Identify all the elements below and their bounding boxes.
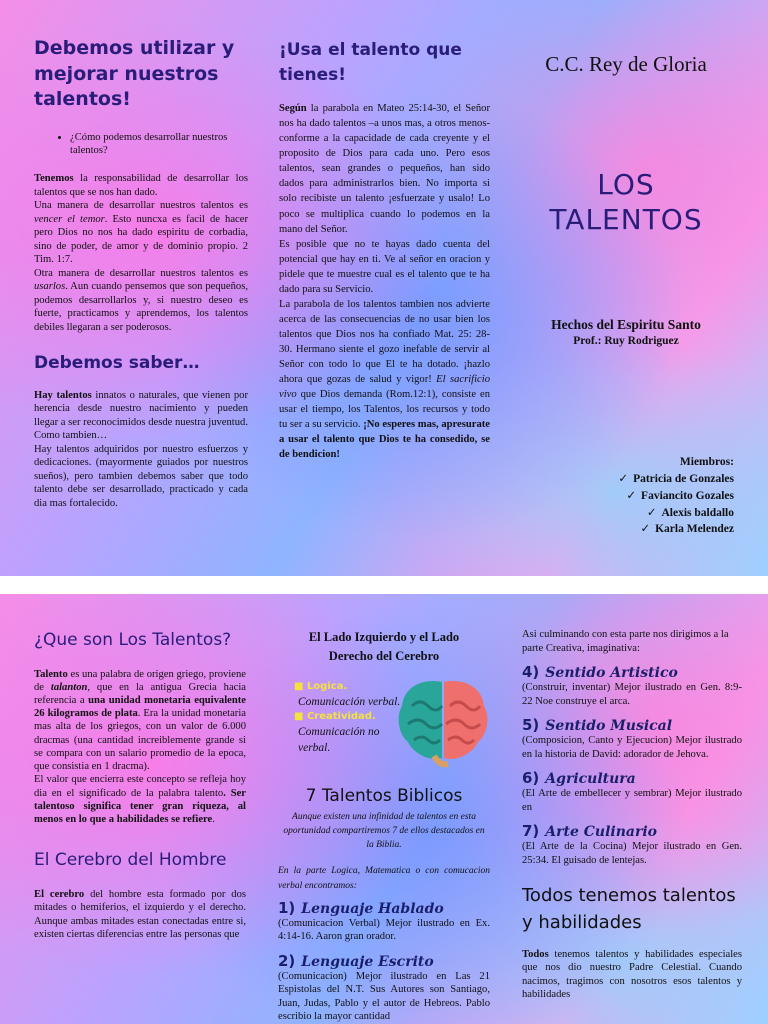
check-icon: ✓ — [646, 504, 657, 519]
body-text-talent-origin — [34, 668, 246, 827]
logic-label: Logica. — [306, 680, 348, 692]
text: la responsabilidad de desarrollar los talentos que se nos han dado. — [34, 173, 248, 198]
bold-word: Tenemos — [34, 173, 74, 185]
talent-7-heading — [522, 822, 742, 840]
brain-icon — [394, 676, 492, 768]
italic-word: El sacrificio vivo — [279, 373, 490, 400]
heading-use-your-talent: ¡Usa el talento que tienes! — [279, 40, 462, 85]
talent-title: Sentido Artistico — [545, 665, 678, 682]
seven-talents-intro: Aunque existen una infinidad de talentos en esta oportunidad compartiremos 7 de ellos destacados en la Biblia. — [283, 811, 485, 850]
members-label: Miembros: — [679, 456, 734, 468]
check-icon: ✓ — [626, 487, 637, 502]
text: tenemos talentos y habilidades especiales que nos dio nuestro Padre Celestial. Cuando nacimos, tragimos con nosotros esos talentos y habilidades — [522, 948, 742, 1001]
talent-6-text: (El Arte de embellecer y sembrar) Mejor ilustrado en — [522, 788, 742, 813]
talent-7-text: (El Arte de la Cocina) Mejor ilustrado en Gen. 25:34. El guisado de lentejas. — [522, 841, 742, 866]
member-name: Faviancito Gozales — [641, 489, 734, 502]
talent-number: 7) — [522, 822, 540, 841]
logic-label-row — [294, 680, 404, 694]
text: Otra manera de desarrollar nuestros talentos es — [34, 267, 248, 279]
column-cover — [510, 0, 742, 538]
text: El valor que encierra este concepto se refleja hoy dia en el significado de la palabra talento — [34, 774, 246, 799]
brain-diagram — [278, 676, 490, 784]
member-name: Alexis baldallo — [661, 506, 734, 519]
member-name: Karla Melendez — [655, 523, 734, 536]
text: la parabola en Mateo 25:14-30, el Señor nos ha dado talentos –a unos mas, a otros menos- conforme a la capacidade de cada creyente y el proposito de Dios para cada uno. Pero esos talentos, sean grandes o pequeños, han sido dados para administrarlos bien. No importa si solo recibiste un talento ¡esfuerzate y usalo! Lo poco se multiplica cuando lo podemos en la mano del Señor. — [279, 103, 490, 235]
professor: Prof.: Ruy Rodriguez — [573, 335, 679, 347]
column-creative-talents — [522, 594, 742, 1002]
member-item — [510, 488, 734, 505]
heading-everyone-has-talents: Todos tenemos talentos y habilidades — [522, 885, 736, 933]
talent-2-text: (Comunicacion) Mejor ilustrado en Las 21 Espistolas del N.T. Sus Autores son Santiago, Juan, Judas, Pablo y el autor de Hebreos. Pablo escribio la mayor cantidad — [278, 970, 490, 1023]
talent-number: 4) — [522, 663, 540, 682]
members-block — [510, 455, 742, 538]
heading-seven-talents: 7 Talentos Biblicos — [305, 785, 463, 806]
talent-5-text: (Composicion, Canto y Ejecucion) Mejor ilustrado en la historia de David: adorador de Jehova. — [522, 735, 742, 760]
check-icon: ✓ — [640, 521, 651, 536]
text: es una palabra de origen griego, proviene de — [34, 668, 246, 693]
body-text-parable — [279, 101, 490, 462]
question-list — [34, 131, 248, 158]
member-item — [510, 521, 734, 538]
bold-phrase: . Ser talentoso significa tener gran riqueza, al menos en lo que a habilidades se refiere — [34, 787, 247, 826]
brochure-page-inside — [0, 594, 768, 1024]
talent-title: Lenguaje Hablado — [301, 900, 444, 917]
italic-word: usarlos — [34, 281, 66, 293]
heading-human-brain: El Cerebro del Hombre — [34, 850, 227, 871]
column-use-your-talent — [279, 0, 490, 462]
talent-title: Arte Culinario — [545, 824, 658, 841]
church-name: C.C. Rey de Gloria — [545, 52, 707, 76]
brochure-title — [510, 167, 742, 237]
talent-number: 5) — [522, 716, 540, 735]
heading-must-know: Debemos saber… — [34, 352, 200, 373]
creativity-label: Creatividad. — [306, 710, 376, 722]
text: . Aun cuando pensemos que son pequeños, podemos desarrollarlos y, si nuestro deseo es fuerte, practicamos y aprendemos, los talentos debiles llegaran a ser poderosos. — [34, 281, 248, 334]
text: Es posible que no te hayas dado cuenta del potencial que hay en ti. Ve al señor en oracion y pidele que te muestre cual es el talento que te ha dado para su Servicio. — [279, 238, 490, 295]
heading-what-are-talents: ¿Que son Los Talentos? — [34, 630, 232, 650]
text: La parabola de los talentos tambien nos advierte acerca de las consecuencias de no usar bien los talentos que Dios nos ha confiado Mat. 25: 28-30. Hermano siente el gozo inefable de servir al Señor con todo lo que El te ha dotado. ¡hazlo ahora que gozas de salud y vigor! — [279, 298, 490, 385]
bold-italic-word: talanton — [50, 681, 88, 693]
body-text-everyone — [522, 948, 742, 1002]
body-text-brain — [34, 888, 246, 942]
italic-word: vencer el temor — [34, 213, 105, 225]
bullet-icon: ■ — [294, 680, 307, 692]
logic-desc: Comunicación verbal. — [298, 695, 401, 708]
bold-word: Hay talentos — [34, 389, 92, 401]
check-icon: ✓ — [618, 470, 629, 485]
talent-title: Sentido Musical — [545, 718, 673, 735]
creative-intro: Asi culminando con esta parte nos dirigimos a la parte Creativa, imaginativa: — [522, 629, 729, 654]
talent-number: 1) — [278, 898, 296, 917]
subtitle: Hechos del Espiritu Santo — [551, 317, 701, 332]
heading-use-talents: Debemos utilizar y mejorar nuestros talentos! — [34, 37, 235, 111]
column-brain-sides — [278, 594, 490, 1024]
talent-4-text: (Construir, inventar) Mejor ilustrado en Gen. 8:9-22 Noe construye el arca. — [522, 682, 742, 707]
logic-intro: En la parte Logica, Matematica o con comucacion verbal encontramos: — [278, 866, 490, 891]
bold-word: Todos — [522, 948, 549, 960]
talent-6-heading — [522, 769, 742, 787]
text: que Dios demanda (Rom.12:1), consiste en usar el tiempo, los Talentos, los recursos y todo tu ser a su servicio. — [279, 388, 490, 430]
body-text-must-know — [34, 389, 248, 511]
talent-2-heading — [278, 952, 490, 970]
talent-5-heading — [522, 716, 742, 734]
talent-title: Lenguaje Escrito — [301, 953, 434, 970]
talent-number: 6) — [522, 769, 540, 788]
member-item — [510, 471, 734, 488]
text: , que en la antigua Grecia hacia referencia a — [34, 681, 246, 706]
bold-word: Según — [279, 103, 307, 115]
title-line-2: TALENTOS — [549, 203, 703, 236]
text: . Esto nuncxa es facil de hacer pero Dios no nos ha dado espiritu de corbadia, sino de poder, de amor y de dominio propio. 2 Tim. 1:7. — [34, 213, 248, 266]
bullet-icon: ■ — [294, 710, 307, 722]
member-item — [510, 505, 734, 522]
member-name: Patricia de Gonzales — [633, 472, 734, 485]
creativity-label-row — [294, 710, 404, 724]
bold-call-to-action: ¡No esperes mas, apresurate a usar el talento que Dios te ha consedido, se de bendicion! — [279, 418, 490, 460]
bold-phrase: una unidad monetaria equivalente 26 kilogramos de plata — [34, 694, 246, 720]
bold-word: El cerebro — [34, 888, 85, 900]
talent-number: 2) — [278, 951, 296, 970]
talent-1-text: (Comunicacion Verbal) Mejor ilustrado en Ex. 4:14-16. Aaron gran orador. — [278, 917, 490, 943]
text: . — [212, 814, 215, 826]
bold-word: Talento — [34, 668, 68, 680]
question-item: • ¿Cómo podemos desarrollar nuestros talentos? — [70, 131, 248, 158]
column-talents-use — [34, 0, 248, 511]
column-what-are-talents — [34, 594, 246, 942]
heading-brain-sides: El Lado Izquierdo y el Lado Derecho del Cerebro — [308, 630, 460, 663]
text: Una manera de desarrollar nuestros talentos es — [34, 200, 248, 212]
brain-legend — [294, 680, 404, 756]
title-line-1: LOS — [597, 168, 655, 201]
text: . Era la unidad monetaria mas alta de los griegos, con un valor de 6.000 dracmas (una cantidad increiblemente grande si se compara con un salario promedio de la epoca, que consistia en 1 dracma). — [34, 708, 246, 773]
talent-4-heading — [522, 663, 742, 681]
text: innatos o naturales, que vienen por herencia desde nuestro nacimiento y pueden llegar a ser reconocimidos desde nuestra juventud. Como tambien… — [34, 389, 248, 442]
talent-1-heading — [278, 899, 490, 917]
body-text-responsibility — [34, 172, 248, 335]
creativity-desc: Comunicación no verbal. — [298, 725, 380, 754]
talent-title: Agricultura — [545, 771, 636, 788]
text: del hombre esta formado por dos mitades o hemiferios, el izquierdo y el derecho. Aunque ambas mitades estan conectadas entre si, existen ciertas diferencias entre las personas que — [34, 888, 247, 941]
text: Hay talentos adquiridos por nuestro esfuerzos y dedicaciones. (mayormente guiados por nuestros sueños), pero tambien debemos saber que todo talento debe ser desarrollado, practicado y cada dia mas fortalecido. — [34, 443, 248, 509]
